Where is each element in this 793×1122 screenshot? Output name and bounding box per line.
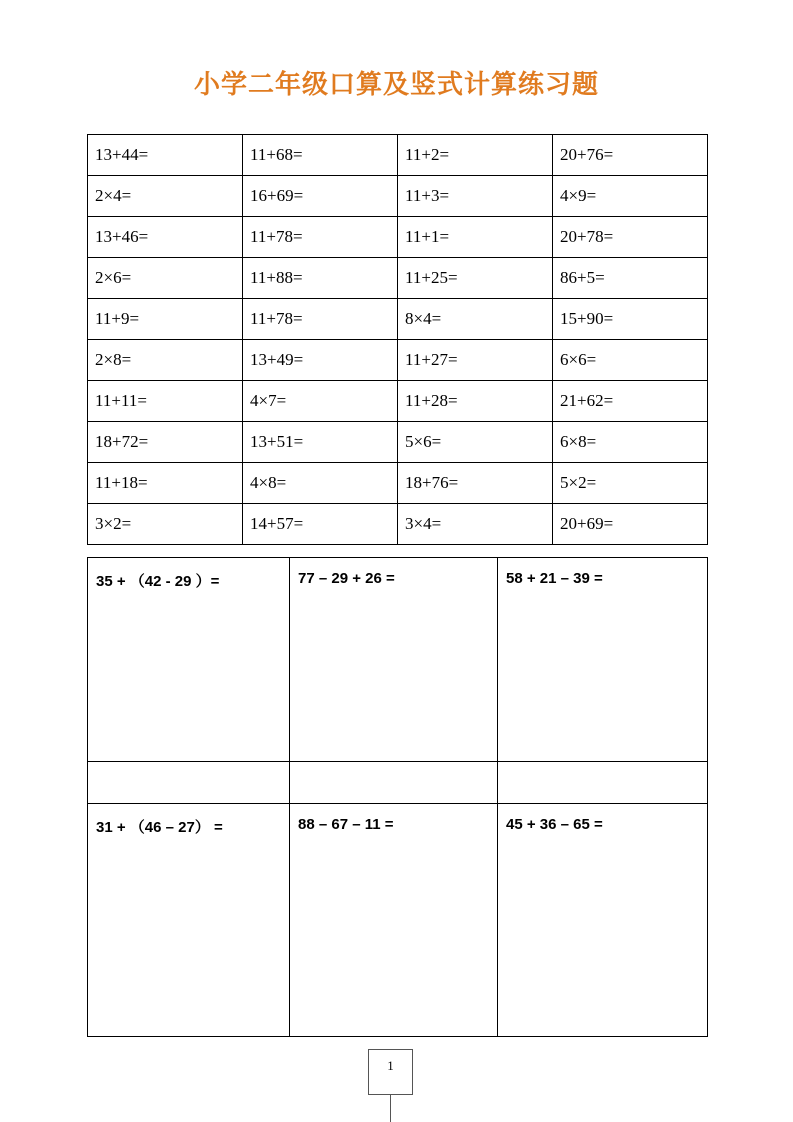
vertical-problem: 31 + （46 – 27） = [88, 804, 290, 1037]
problem-cell: 13+49= [243, 340, 398, 381]
problem-cell: 11+78= [243, 217, 398, 258]
problem-cell: 6×8= [553, 422, 708, 463]
vertical-problem: 77 – 29 + 26 = [290, 558, 498, 762]
problem-cell: 86+5= [553, 258, 708, 299]
problem-cell: 11+2= [398, 135, 553, 176]
table-row [88, 504, 708, 545]
problem-cell: 11+11= [88, 381, 243, 422]
problem-cell: 20+69= [553, 504, 708, 545]
problem-cell: 14+57= [243, 504, 398, 545]
table-row [88, 381, 708, 422]
vertical-row [88, 558, 708, 762]
vertical-problem: 88 – 67 – 11 = [290, 804, 498, 1037]
problem-cell: 2×4= [88, 176, 243, 217]
problem-cell: 20+78= [553, 217, 708, 258]
problem-cell: 11+18= [88, 463, 243, 504]
table-row [88, 340, 708, 381]
table-row [88, 463, 708, 504]
table-row [88, 217, 708, 258]
vertical-problem: 35 + （42 - 29 ）= [88, 558, 290, 762]
problem-cell: 11+88= [243, 258, 398, 299]
vertical-calculation-table [87, 557, 708, 1037]
page-number: 1 [387, 1058, 394, 1073]
page-title: 小学二年级口算及竖式计算练习题 [193, 70, 599, 100]
spacer-row [88, 762, 708, 804]
problem-cell: 18+76= [398, 463, 553, 504]
problem-cell: 11+25= [398, 258, 553, 299]
page-number-box [368, 1049, 413, 1095]
blank-cell [88, 762, 290, 804]
table-row [88, 135, 708, 176]
blank-cell [498, 762, 708, 804]
problem-cell: 13+51= [243, 422, 398, 463]
problem-cell: 11+27= [398, 340, 553, 381]
problem-cell: 13+46= [88, 217, 243, 258]
problem-cell: 13+44= [88, 135, 243, 176]
problem-cell: 11+28= [398, 381, 553, 422]
problem-cell: 2×8= [88, 340, 243, 381]
problem-cell: 16+69= [243, 176, 398, 217]
problem-cell: 20+76= [553, 135, 708, 176]
problem-cell: 21+62= [553, 381, 708, 422]
problem-cell: 4×9= [553, 176, 708, 217]
problem-cell: 3×4= [398, 504, 553, 545]
problem-cell: 11+3= [398, 176, 553, 217]
blank-cell [290, 762, 498, 804]
vertical-problem: 58 + 21 – 39 = [498, 558, 708, 762]
vertical-problem: 45 + 36 – 65 = [498, 804, 708, 1037]
oral-arithmetic-table [87, 134, 708, 545]
problem-cell: 11+9= [88, 299, 243, 340]
problem-cell: 18+72= [88, 422, 243, 463]
problem-cell: 6×6= [553, 340, 708, 381]
table-row [88, 258, 708, 299]
problem-cell: 2×6= [88, 258, 243, 299]
table-row [88, 176, 708, 217]
problem-cell: 5×6= [398, 422, 553, 463]
problem-cell: 11+78= [243, 299, 398, 340]
problem-cell: 3×2= [88, 504, 243, 545]
page-number-line [390, 1095, 391, 1122]
table-row [88, 299, 708, 340]
vertical-row [88, 804, 708, 1037]
problem-cell: 5×2= [553, 463, 708, 504]
problem-cell: 4×7= [243, 381, 398, 422]
problem-cell: 4×8= [243, 463, 398, 504]
table-row [88, 422, 708, 463]
problem-cell: 11+1= [398, 217, 553, 258]
problem-cell: 11+68= [243, 135, 398, 176]
problem-cell: 8×4= [398, 299, 553, 340]
problem-cell: 15+90= [553, 299, 708, 340]
